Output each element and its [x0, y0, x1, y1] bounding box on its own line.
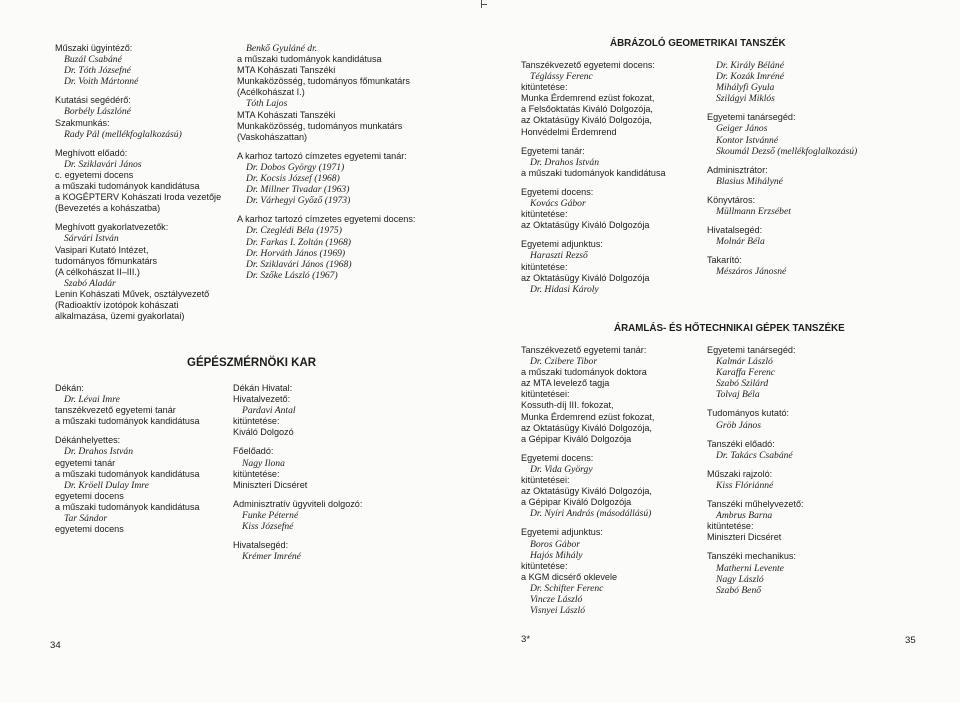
- role-text: Műszaki ügyintéző:: [55, 43, 133, 53]
- role-text: Kiváló Dolgozó: [233, 427, 294, 438]
- role-text: a KGM dicsérő oklevele: [521, 571, 618, 582]
- aramlas-left-column: [521, 345, 654, 616]
- line-spacer: [233, 491, 362, 499]
- role-text: a KOGÉPTERV Kohászati Iroda vezetője: [55, 192, 222, 203]
- role-text: Dékán:: [55, 383, 84, 393]
- role-text: (Acélkohászat I.): [237, 87, 305, 98]
- role-text: Hivatalsegéd:: [233, 540, 289, 551]
- role-text: a műszaki tudományok kandidátusa: [55, 181, 200, 192]
- person-name: Hajós Mihály: [530, 549, 583, 561]
- role-text: Tanszékvezető egyetemi docens:: [521, 60, 655, 70]
- role-text: Egyetemi tanársegéd:: [707, 112, 796, 123]
- person-name: Téglássy Ferenc: [530, 71, 593, 83]
- role-text: Hivatalvezető:: [233, 394, 291, 405]
- role-text: Tanszéki műhelyvezető:: [707, 499, 804, 510]
- role-text: egyetemi tanár: [55, 457, 116, 468]
- line-spacer: [237, 143, 415, 151]
- line-spacer: [707, 104, 857, 112]
- person-name: Buzál Csabáné: [64, 54, 122, 66]
- line-spacer: [521, 519, 654, 527]
- person-name: Mészáros Jánosné: [716, 266, 787, 278]
- role-text: Kutatási segédérő:: [55, 95, 131, 106]
- role-text: a műszaki tudományok kandidátusa: [55, 468, 200, 479]
- role-text: kitüntetése:: [707, 521, 754, 532]
- line-spacer: [707, 461, 804, 469]
- role-text: (Vaskohászattan): [237, 131, 308, 142]
- person-name: Dr. Drahos István: [64, 446, 134, 458]
- role-text: tudományos főmunkatárs: [55, 255, 158, 266]
- role-text: tanszékvezető egyetemi tanár: [55, 405, 176, 416]
- aramlas-right-column: [707, 345, 804, 596]
- person-name: Dr. Horváth János (1969): [246, 247, 346, 259]
- page-signature-mark: 3*: [521, 634, 531, 645]
- role-text: (Bevezetés a kohászatba): [55, 203, 161, 214]
- line-spacer: [707, 400, 804, 408]
- person-name: Benkő Gyuláné dr.: [246, 43, 318, 54]
- role-text: kitüntetése:: [233, 468, 280, 479]
- role-text: kitüntetése:: [233, 416, 280, 427]
- line-spacer: [521, 138, 666, 146]
- person-name: Karaffa Ferenc: [716, 367, 776, 379]
- role-text: a műszaki tudományok kandidátusa: [521, 167, 666, 178]
- person-name: Geiger János: [716, 123, 768, 135]
- left-top-column: [55, 43, 221, 322]
- middle-top-column: [237, 43, 415, 281]
- abrazolo-left-column: [521, 60, 666, 295]
- role-text: MTA Kohászati Tanszéki: [237, 65, 336, 76]
- role-text: Takarító:: [707, 255, 742, 266]
- line-spacer: [707, 247, 857, 255]
- role-text: az Oktatásügy Kiváló Dolgozója: [521, 220, 650, 231]
- person-name: Dr. Schifter Ferenc: [530, 582, 604, 594]
- line-spacer: [233, 532, 362, 540]
- section-title-gepeszmernoki-kar: GÉPÉSZMÉRNÖKI KAR: [187, 357, 317, 369]
- role-text: kitüntetései:: [521, 389, 570, 400]
- role-text: alkalmazása, üzemi gyakorlatai): [55, 311, 185, 322]
- person-name: Szabó Aladár: [64, 277, 116, 289]
- role-text: kitüntetései:: [521, 475, 570, 486]
- person-name: Dr. Farkas I. Zoltán (1968): [246, 236, 351, 248]
- person-name: Blasius Mihályné: [716, 175, 783, 187]
- role-text: Egyetemi adjunktus:: [521, 239, 603, 250]
- role-text: Munka Érdemrend ezüst fokozat,: [521, 93, 655, 104]
- person-name: Vincze László: [530, 593, 583, 605]
- line-spacer: [707, 217, 857, 225]
- person-name: Dr. Király Béláné: [716, 60, 784, 71]
- role-text: MTA Kohászati Tanszéki: [237, 109, 336, 120]
- role-text: Tanszéki mechanikus:: [707, 551, 796, 562]
- person-name: Nagy László: [716, 573, 764, 585]
- role-text: az Oktatásügy Kiváló Dolgozója,: [521, 115, 652, 126]
- person-name: Tar Sándor: [64, 513, 108, 525]
- role-text: kitüntetése:: [521, 82, 568, 93]
- person-name: Dr. Kocsis József (1968): [246, 173, 340, 185]
- role-text: c. egyetemi docens: [55, 169, 134, 180]
- person-name: Dr. Millner Tivadar (1963): [246, 184, 350, 196]
- line-spacer: [521, 231, 666, 239]
- person-name: Szilágyi Miklós: [716, 93, 775, 105]
- person-name: Rady Pál (mellékfoglalkozású): [64, 128, 182, 140]
- role-text: Meghívott gyakorlatvezetők:: [55, 222, 169, 233]
- person-name: Dr. Sziklavári János (1968): [246, 258, 352, 270]
- person-name: Molnár Béla: [716, 236, 765, 248]
- abrazolo-right-column: [707, 60, 857, 278]
- person-name: Dr. Tóth Józsefné: [64, 65, 131, 77]
- person-name: Szabó Szilárd: [716, 378, 769, 390]
- person-name: Dr. Nyíri András (másodállású): [530, 508, 652, 520]
- section-title-aramlas-hotechnikai: ÁRAMLÁS- ÉS HŐTECHNIKAI GÉPEK TANSZÉKE: [614, 323, 845, 334]
- role-text: Műszaki rajzoló:: [707, 468, 773, 479]
- role-text: Lenin Kohászati Művek, osztályvezető: [55, 288, 210, 299]
- person-name: Ambrus Barna: [716, 510, 773, 522]
- role-text: egyetemi docens: [55, 524, 124, 535]
- person-name: Dr. Czeglédi Béla (1975): [246, 225, 342, 237]
- role-text: a műszaki tudományok kandidátusa: [55, 501, 200, 512]
- role-text: (A célkohászat II–III.): [55, 266, 140, 277]
- person-name: Dr. Hidasi Károly: [530, 283, 599, 295]
- role-text: Kossuth-díj III. fokozat,: [521, 400, 614, 411]
- person-name: Boros Gábor: [530, 538, 581, 550]
- role-text: kitüntetése:: [521, 560, 568, 571]
- page-number-left: 34: [50, 640, 61, 651]
- person-name: Dr. Kozák Imréné: [716, 71, 784, 83]
- line-spacer: [707, 431, 804, 439]
- line-spacer: [707, 187, 857, 195]
- person-name: Dr. Takács Csabáné: [716, 449, 793, 461]
- role-text: a műszaki tudományok doktora: [521, 367, 647, 378]
- person-name: Gröb János: [716, 419, 762, 431]
- role-text: Adminisztrátor:: [707, 164, 768, 175]
- person-name: Dr. Vida György: [530, 463, 593, 475]
- fold-mark-tick: [481, 4, 487, 5]
- dean-column: [55, 383, 200, 535]
- person-name: Kontor Istvánné: [716, 134, 779, 146]
- role-text: Tanszékvezető egyetemi tanár:: [521, 345, 647, 355]
- role-text: Meghívott előadó:: [55, 147, 128, 158]
- role-text: Hivatalsegéd:: [707, 225, 763, 236]
- person-name: Tolvaj Béla: [716, 389, 760, 401]
- line-spacer: [55, 427, 200, 435]
- dean-office-column: [233, 383, 362, 562]
- role-text: Adminisztratív ügyviteli dolgozó:: [233, 498, 363, 509]
- person-name: Kiss Józsefné: [242, 521, 294, 533]
- person-name: Dr. Drahos István: [530, 156, 600, 168]
- line-spacer: [707, 543, 804, 551]
- role-text: kitüntetése:: [521, 209, 568, 220]
- role-text: Dékánhelyettes:: [55, 435, 121, 446]
- line-spacer: [521, 179, 666, 187]
- person-name: Mihályfi Gyula: [716, 82, 775, 94]
- person-name: Krémer Imréné: [242, 551, 301, 563]
- person-name: Pardavi Antal: [242, 405, 296, 417]
- line-spacer: [55, 214, 221, 222]
- role-text: Munkaközösség, tudományos munkatárs: [237, 120, 403, 131]
- line-spacer: [233, 438, 362, 446]
- page-number-right: 35: [905, 635, 916, 646]
- line-spacer: [707, 491, 804, 499]
- person-name: Visnyei László: [530, 605, 585, 617]
- person-name: Tóth Lajos: [246, 98, 288, 110]
- person-name: Kiss Flóriánné: [716, 479, 774, 491]
- person-name: Dr. Sziklavári János: [64, 158, 142, 170]
- role-text: Vasipari Kutató Intézet,: [55, 244, 149, 255]
- person-name: Haraszti Rezső: [530, 250, 588, 262]
- role-text: Miniszteri Dicséret: [707, 532, 782, 543]
- person-name: Dr. Dobos György (1971): [246, 161, 345, 173]
- role-text: egyetemi docens: [55, 490, 124, 501]
- role-text: az Oktatásügy Kiváló Dolgozója: [521, 272, 650, 283]
- person-name: Kalmár László: [716, 356, 773, 368]
- person-name: Dr. Kröell Dulay Imre: [64, 479, 149, 491]
- role-text: Dékán Hivatal:: [233, 383, 293, 393]
- section-title-abrazolo-geometrikai: ÁBRÁZOLÓ GEOMETRIKAI TANSZÉK: [610, 38, 786, 49]
- person-name: Szabó Benő: [716, 584, 762, 596]
- role-text: A karhoz tartozó címzetes egyetemi tanár:: [237, 150, 407, 161]
- role-text: Tudományos kutató:: [707, 408, 790, 419]
- role-text: Könyvtáros:: [707, 194, 756, 205]
- role-text: a műszaki tudományok kandidátusa: [237, 54, 382, 65]
- role-text: az MTA levelező tagja: [521, 378, 610, 389]
- role-text: Miniszteri Dicséret: [233, 479, 308, 490]
- role-text: Tanszéki előadó:: [707, 438, 775, 449]
- role-text: az Oktatásügy Kiváló Dolgozója,: [521, 422, 652, 433]
- role-text: a Gépipar Kiváló Dolgozója: [521, 497, 632, 508]
- person-name: Sárvári István: [64, 233, 119, 245]
- role-text: kitüntetése:: [521, 261, 568, 272]
- line-spacer: [55, 140, 221, 148]
- role-text: A karhoz tartozó címzetes egyetemi docens:: [237, 214, 416, 225]
- role-text: Főelőadó:: [233, 446, 274, 457]
- line-spacer: [521, 445, 654, 453]
- role-text: a Gépipar Kiváló Dolgozója: [521, 433, 632, 444]
- role-text: Egyetemi tanársegéd:: [707, 345, 796, 355]
- role-text: Honvédelmi Érdemrend: [521, 126, 617, 137]
- role-text: (Radioaktív izotópok kohászati: [55, 299, 179, 310]
- line-spacer: [55, 87, 221, 95]
- person-name: Skoumál Dezső (mellékfoglalkozású): [716, 145, 858, 157]
- role-text: Egyetemi tanár:: [521, 145, 585, 156]
- role-text: Egyetemi adjunktus:: [521, 527, 603, 538]
- role-text: Egyetemi docens:: [521, 452, 594, 463]
- person-name: Borbély Lászlóné: [64, 106, 131, 118]
- role-text: Egyetemi docens:: [521, 186, 594, 197]
- person-name: Dr. Várhegyi Győző (1973): [246, 195, 351, 207]
- person-name: Matherni Levente: [716, 562, 784, 574]
- person-name: Dr. Lévai Imre: [64, 394, 120, 406]
- person-name: Nagy Ilona: [242, 457, 285, 469]
- person-name: Dr. Czibere Tibor: [530, 356, 598, 368]
- person-name: Funke Péterné: [242, 509, 299, 521]
- person-name: Kovács Gábor: [530, 198, 586, 210]
- line-spacer: [707, 157, 857, 165]
- person-name: Dr. Voith Mártonné: [64, 76, 139, 88]
- person-name: Müllmann Erzsébet: [716, 206, 791, 218]
- role-text: a Felsőoktatás Kiváló Dolgozója,: [521, 104, 653, 115]
- role-text: Munkaközösség, tudományos főmunkatárs: [237, 76, 410, 87]
- role-text: Munka Érdemrend ezüst fokozat,: [521, 411, 655, 422]
- line-spacer: [237, 206, 415, 214]
- role-text: a műszaki tudományok kandidátusa: [55, 416, 200, 427]
- person-name: Dr. Szőke László (1967): [246, 269, 338, 281]
- role-text: az Oktatásügy Kiváló Dolgozója,: [521, 486, 652, 497]
- role-text: Szakmunkás:: [55, 117, 110, 128]
